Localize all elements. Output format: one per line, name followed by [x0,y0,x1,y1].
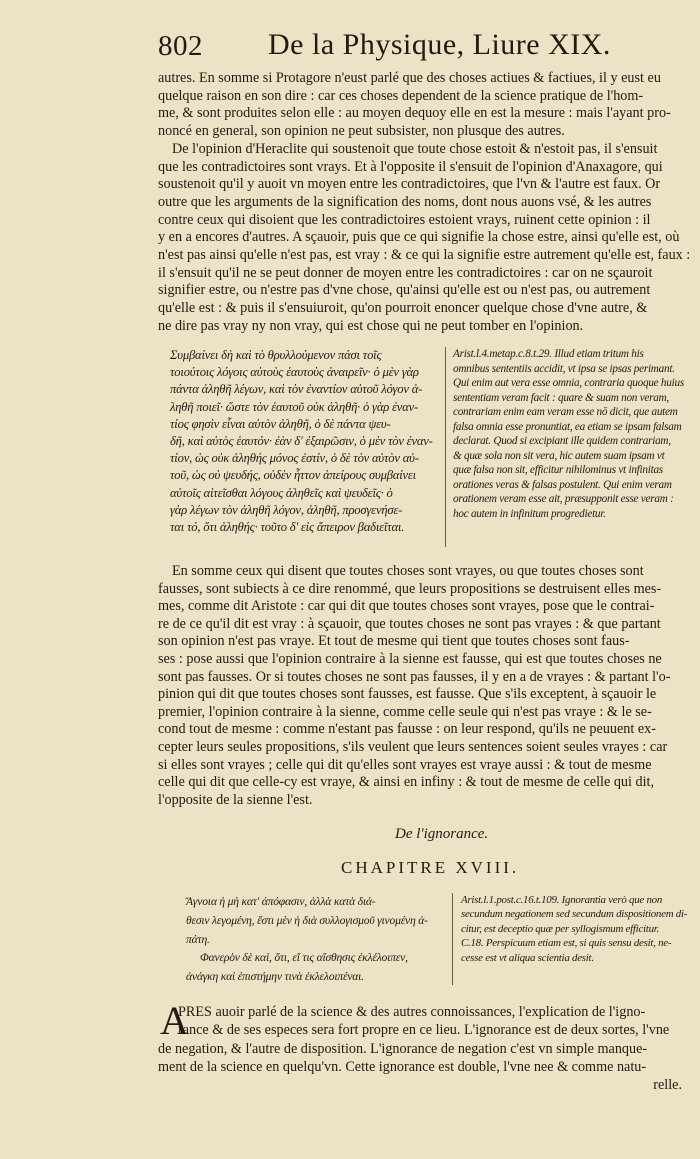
text-line: rance & de ses especes sera fort propre en ce lieu. L'ignorance est de deux sortes, l'vne [178,1022,670,1039]
column-divider [452,893,453,985]
greek-line: δῆ, καὶ αὐτὸς ἑαυτόν· ἐὰν δ' ἐξαιρῶσιν, ὁ μὲν τὸν ἐναν- [170,434,433,449]
greek-line: πάντα ἀληθῆ λέγων, καὶ τὸν ἐναντίον αὐτοῦ λόγον ἀ- [170,382,423,397]
text-line: premier, l'opinion contraire à la sienne, comme celle seule qui n'est pas vraye : & le se- [158,703,652,720]
text-line: y en a encores d'autres. A sçauoir, puis que ce qui signifie la chose estre, ainsi qu'elle est, où [158,229,680,246]
text-line: n'est pas ainsi qu'elle n'est pas, est vray : & ce qui la signifie estre autrement qu'elle est, faux : [158,247,691,264]
greek-line: Συμβαίνει δὴ καὶ τὸ θρυλλούμενον πάσι τοῖς [170,348,382,362]
text-line: ses : pose aussi que l'opinion contraire à la sienne est fausse, qui est que toutes choses ne [158,650,662,667]
latin-line: secundum negationem sed secundum dispositionem di- [461,908,688,921]
latin-line: cesse est vt aliqua scientia desit. [461,951,594,964]
text-line: ne dire pas vray ny non vray, qui est chose qui ne peut tomber en l'opinion. [158,317,584,334]
text-line: outre que les arguments de la signification des noms, dont nous auons vsé, & les autres [158,193,652,210]
text-line: ment de la science en quelqu'vn. Cette ignorance est double, l'vne nee & comme natu- [158,1058,647,1075]
latin-line: sententiam veram facit : quare & suam non veram, [453,391,669,404]
latin-line: hoc autem in infinitum progredietur. [453,507,606,520]
latin-line: omnibus sententiis accidit, vt ipsa se ipsas perimant. [453,362,675,375]
chapter-title: CHAPITRE XVIII. [341,858,520,877]
paragraph-ignorance [158,998,690,1094]
text-line: En somme ceux qui disent que toutes choses sont vrayes, ou que toutes choses sont [172,563,644,579]
text-line: De l'opinion d'Heraclite qui soustenoit que toute chose estoit & n'estoit pas, il s'ensuit [172,140,658,157]
greek-line: πάτη. [186,932,210,946]
text-line: si elles sont vrayes ; celle qui dit qu'elles sont vrayes est vraye aussi : & tout de mesme [158,756,652,773]
latin-line: citur, est deceptio quæ per syllogismum efficitur. [461,922,660,935]
text-line: son opinion n'est pas vraye. Et tout de mesme qui tient que toutes choses sont faus- [158,633,630,650]
latin-line: C.18. Perspicuum etiam est, si quis sensu desit, ne- [461,937,672,950]
text-line: il s'ensuit qu'il ne se peut donner de moyen entre les contradictoires : car on ne sçauroit [158,264,653,281]
greek-quotation [170,347,440,536]
latin-line: contrariam enim eam veram esse nō dicit, que autem [453,406,678,418]
page-title: De la Physique, Liure XIX. [268,28,611,61]
page-number: 802 [158,30,203,62]
greek-line: Φανερὸν δὲ καὶ, ὅτι, εἴ τις αἴσθησις ἐκλέλοιπεν, [200,951,408,965]
text-line: noncé en general, son opinion ne peut subsister, non plusque des autres. [158,123,565,140]
text-line: signifier estre, ou n'estre pas d'vne chose, qu'ainsi qu'elle est ou n'est pas, ou autrement [158,282,651,299]
greek-line: τοιούτοις λόγοις αὐτοὺς ἑαυτοὺς ἀναιρεῖν· ὁ μὲν γὰρ [170,365,419,380]
latin-quotation [453,347,693,521]
latin-line: Qui enim aut vera esse omnia, contraria quoque huius [453,377,684,389]
text-line: l'opposite de la sienne l'est. [158,791,313,808]
greek-line: τίον, ὡς οὐκ ἀληθής μόνος ἐστίν, ὁ δὲ τὸν αὐτὸν αὐ- [170,451,419,466]
text-line: cepter leurs seules propositions, s'ils veulent que leurs sentences soient seules vrayes : car [158,738,668,755]
text-line: quelque raison en son dire : car ces choses dependent de la science pratique de l'hom- [158,87,644,104]
text-line: soustenoit qu'il y auoit vn moyen entre les contradictoires, que l'vn & l'autre est faux. Or [158,176,661,193]
latin-line: orationes veras & falsas postulent. Qui enim veram [453,478,672,491]
latin-line: quæ falsa non sit, efficitur nihilominus vt infinitas [453,464,663,476]
section-title: De l'ignorance. [395,826,489,842]
latin-quotation-ignorance [461,893,693,965]
text-line: qu'elle est : & puis il s'ensuiuroit, qu'on pourroit enoncer quelque chose d'vne autre, & [158,300,648,317]
column-divider [445,347,446,547]
text-line: cond tout de mesme : comme n'estant pas fausse : on leur respond, qu'ils ne peuuent ex- [158,721,657,738]
text-line: relle. [653,1077,682,1094]
paragraph-contradictories [158,563,690,809]
text-line: fausses, sont subiects à ce dire renommé, que leurs propositions se destruisent elles mes- [158,580,662,597]
greek-line: τοῦ, ὡς οὐ ψευδής, οὐδὲν ἧττον ἀπείρους συμβαίνει [170,468,416,483]
latin-line: orationem veram esse ait, præsupponit esse veram : [453,493,674,505]
drop-cap: A [160,998,189,1043]
latin-line: falsa omnia esse pronuntiat, ea etiam se ipsam falsam [453,420,682,433]
greek-quotation-ignorance [186,893,448,987]
text-line: que les contradictoires sont vrays. Et à l'opposite il s'ensuit de l'opinion d'Anaxagore, qui [158,158,663,175]
greek-line: θεσιν λεγομένη, ἔστι μὲν ἡ διὰ συλλογισμοῦ γινομένη ἀ- [186,913,428,927]
text-line: contre ceux qui disoient que les contradictoires estoient vrays, ruinent cette opinion : il [158,211,651,228]
greek-line: γὰρ λέγων τὸν ἀληθῆ λόγον, ἀληθῆ, προσγενήσε- [170,502,403,517]
running-head [158,26,628,66]
text-line: mes, comme dit Aristote : car qui dit que toutes choses sont vrayes, pose que le contrai- [158,598,655,615]
text-line: PRES auoir parlé de la science & des autres connoissances, l'explication de l'igno- [178,1004,646,1020]
latin-line: Arist.l.1.post.c.16.t.109. Ignorantia verò que non [461,894,663,906]
latin-line: & quæ sola non sit vera, hic autem suam ipsam vt [453,449,665,462]
text-line: re de ce qu'il dit est vray : à sçauoir, que toutes choses ne sont pas vrayes : & que partant [158,615,661,632]
greek-line: ἀνάγκη καὶ ἐπιστήμην τινὰ ἐκλελοιπέναι. [186,970,364,984]
text-line: celle qui dit que celle-cy est vraye, & ainsi en infiny : & tout de mesme de celle qui dit, [158,774,655,791]
text-line: sont pas fausses. Or si toutes choses ne sont pas fausses, il y en a de vrayes : & partant l'o- [158,668,671,685]
text-line: de negation, & l'autre de disposition. L'ignorance de negation c'est vn simple manque- [158,1040,648,1057]
greek-line: ληθῆ ποιεῖ· ὥστε τὸν ἑαυτοῦ οὐκ ἀληθῆ· ὁ γὰρ ἐναν- [170,399,418,414]
paragraph-protagoras [158,70,690,336]
latin-line: declarat. Quod si excipiant ille quidem contrariam, [453,435,671,447]
greek-line: τίος φησὶν εἶναι αὐτὸν ἀληθῆ, ὁ δὲ πάντα ψευ- [170,416,391,431]
greek-line: ται τό, ὅτι ἀληθής· τοῦτο δ' εἰς ἄπειρον βαδιεῖται. [170,520,405,535]
latin-line: Arist.l.4.metap.c.8.t.29. Illud etiam tritum his [453,348,644,360]
greek-line: αὐτοῖς αἰτεῖσθαι λόγους ἀληθεῖς καὶ ψευδεῖς· ὁ [170,485,393,500]
text-line: me, & sont produites selon elle : au moyen dequoy elle en est la mesure : mais l'ayant pro- [158,105,671,122]
text-line: pinion qui dit que toutes choses sont fausses, est fausse. Que s'ils exceptent, à sçauoir le [158,686,657,703]
text-line: autres. En somme si Protagore n'eust parlé que des choses actiues & factiues, il y eust eu [158,70,661,86]
greek-line: Ἄγνοια ἡ μὴ κατ' ἀπόφασιν, ἀλλὰ κατὰ διά- [186,895,376,908]
